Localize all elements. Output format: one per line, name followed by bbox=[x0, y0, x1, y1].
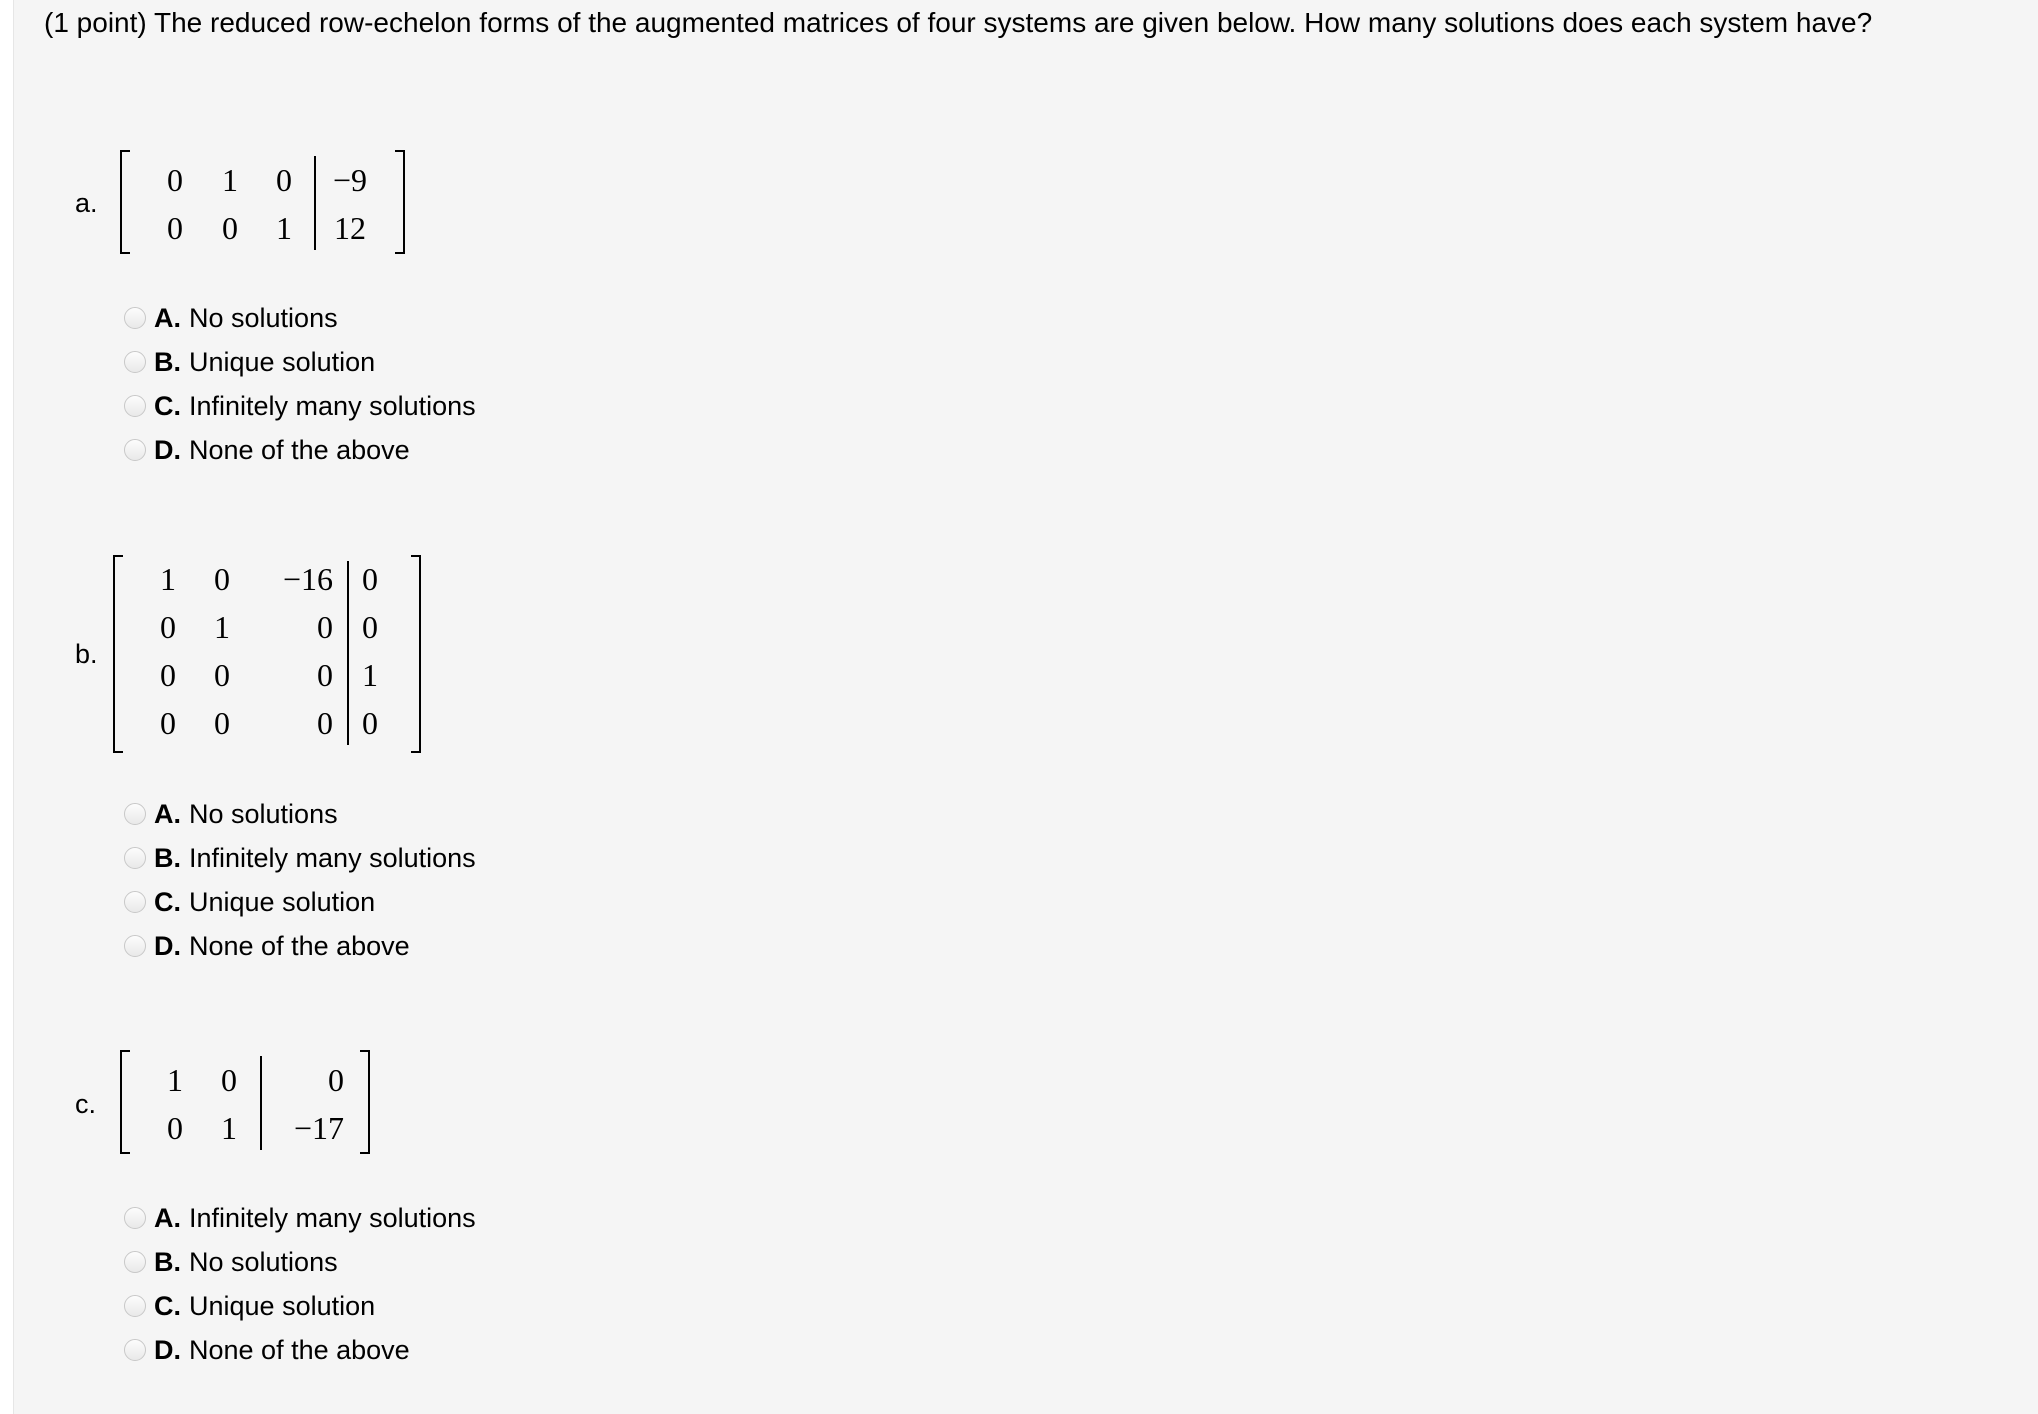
option-letter: B. bbox=[154, 346, 181, 377]
option-letter: D. bbox=[154, 930, 181, 961]
augment-divider bbox=[347, 561, 349, 745]
option-text: Unique solution bbox=[189, 886, 376, 917]
option-c-A[interactable] bbox=[124, 1196, 476, 1240]
option-c-C[interactable] bbox=[124, 1284, 476, 1328]
radio-button[interactable] bbox=[124, 307, 146, 329]
part-b-options bbox=[124, 792, 476, 968]
option-text: Infinitely many solutions bbox=[189, 1202, 476, 1233]
radio-button[interactable] bbox=[124, 847, 146, 869]
part-b-label: b. bbox=[75, 639, 98, 669]
option-a-D[interactable] bbox=[124, 428, 476, 472]
augment-divider bbox=[314, 156, 316, 250]
option-text: Infinitely many solutions bbox=[189, 842, 476, 873]
option-letter: D. bbox=[154, 434, 181, 465]
radio-button[interactable] bbox=[124, 1251, 146, 1273]
matrix-cell: 0 bbox=[317, 609, 333, 645]
option-text: None of the above bbox=[189, 434, 410, 465]
matrix-right-bracket bbox=[411, 555, 421, 753]
matrix-cell: −16 bbox=[282, 561, 333, 597]
radio-button[interactable] bbox=[124, 351, 146, 373]
matrix-left-bracket bbox=[113, 555, 123, 753]
option-letter: C. bbox=[154, 1290, 181, 1321]
option-letter: B. bbox=[154, 1246, 181, 1277]
matrix-cell: 0 bbox=[362, 609, 378, 645]
matrix-cell: 1 bbox=[276, 210, 292, 246]
option-b-C[interactable] bbox=[124, 880, 476, 924]
option-letter: D. bbox=[154, 1334, 181, 1365]
matrix-cell: 0 bbox=[362, 705, 378, 741]
matrix-cell: 0 bbox=[167, 210, 183, 246]
matrix-right-bracket bbox=[360, 1050, 370, 1154]
matrix-cell: 1 bbox=[362, 657, 378, 693]
matrix-cell: 1 bbox=[214, 609, 230, 645]
option-letter: C. bbox=[154, 886, 181, 917]
option-b-D[interactable] bbox=[124, 924, 476, 968]
option-b-B[interactable] bbox=[124, 836, 476, 880]
radio-button[interactable] bbox=[124, 803, 146, 825]
part-b-matrix bbox=[113, 555, 425, 753]
radio-button[interactable] bbox=[124, 1339, 146, 1361]
matrix-left-bracket bbox=[120, 1050, 130, 1154]
radio-button[interactable] bbox=[124, 1207, 146, 1229]
radio-button[interactable] bbox=[124, 439, 146, 461]
option-letter: A. bbox=[154, 1202, 181, 1233]
option-letter: A. bbox=[154, 798, 181, 829]
option-letter: B. bbox=[154, 842, 181, 873]
question-text: (1 point) The reduced row-echelon forms of the augmented matrices of four systems are given below. How many solutions does each system have? bbox=[44, 7, 1873, 38]
matrix-cell: 0 bbox=[317, 705, 333, 741]
matrix-cell: 0 bbox=[221, 1062, 237, 1098]
option-a-C[interactable] bbox=[124, 384, 476, 428]
part-a-label: a. bbox=[75, 188, 98, 218]
matrix-cell: 0 bbox=[160, 657, 176, 693]
option-text: None of the above bbox=[189, 930, 410, 961]
radio-button[interactable] bbox=[124, 1295, 146, 1317]
matrix-cell: 0 bbox=[276, 162, 292, 198]
option-text: No solutions bbox=[189, 798, 338, 829]
radio-button[interactable] bbox=[124, 935, 146, 957]
matrix-cell: 1 bbox=[167, 1062, 183, 1098]
option-text: Infinitely many solutions bbox=[189, 390, 476, 421]
matrix-cell: 0 bbox=[167, 162, 183, 198]
part-c-label: c. bbox=[75, 1089, 97, 1119]
part-a-options bbox=[124, 296, 476, 472]
option-text: Unique solution bbox=[189, 1290, 376, 1321]
matrix-cell: 0 bbox=[160, 609, 176, 645]
option-a-A[interactable] bbox=[124, 296, 476, 340]
matrix-cell: 1 bbox=[222, 162, 238, 198]
problem-panel bbox=[13, 0, 2038, 1414]
part-c-options bbox=[124, 1196, 476, 1372]
option-text: Unique solution bbox=[189, 346, 376, 377]
matrix-left-bracket bbox=[120, 150, 130, 254]
option-a-B[interactable] bbox=[124, 340, 476, 384]
radio-button[interactable] bbox=[124, 395, 146, 417]
option-c-B[interactable] bbox=[124, 1240, 476, 1284]
matrix-cell: −9 bbox=[332, 162, 368, 198]
matrix-cell: 1 bbox=[160, 561, 176, 597]
matrix-cell: 0 bbox=[328, 1062, 344, 1098]
option-b-A[interactable] bbox=[124, 792, 476, 836]
matrix-cell: 0 bbox=[317, 657, 333, 693]
matrix-cell: 12 bbox=[334, 210, 366, 246]
matrix-cell: 0 bbox=[214, 705, 230, 741]
augment-divider bbox=[260, 1056, 262, 1150]
matrix-cell: 0 bbox=[222, 210, 238, 246]
option-letter: A. bbox=[154, 302, 181, 333]
matrix-cell: −17 bbox=[293, 1110, 344, 1146]
option-c-D[interactable] bbox=[124, 1328, 476, 1372]
matrix-right-bracket bbox=[395, 150, 405, 254]
matrix-cell: 0 bbox=[167, 1110, 183, 1146]
option-text: No solutions bbox=[189, 1246, 338, 1277]
option-text: None of the above bbox=[189, 1334, 410, 1365]
option-text: No solutions bbox=[189, 302, 338, 333]
radio-button[interactable] bbox=[124, 891, 146, 913]
matrix-cell: 0 bbox=[214, 561, 230, 597]
part-c-matrix bbox=[120, 1050, 374, 1154]
matrix-cell: 1 bbox=[221, 1110, 237, 1146]
matrix-cell: 0 bbox=[214, 657, 230, 693]
matrix-cell: 0 bbox=[160, 705, 176, 741]
option-letter: C. bbox=[154, 390, 181, 421]
matrix-cell: 0 bbox=[362, 561, 378, 597]
part-a-matrix bbox=[120, 150, 410, 254]
